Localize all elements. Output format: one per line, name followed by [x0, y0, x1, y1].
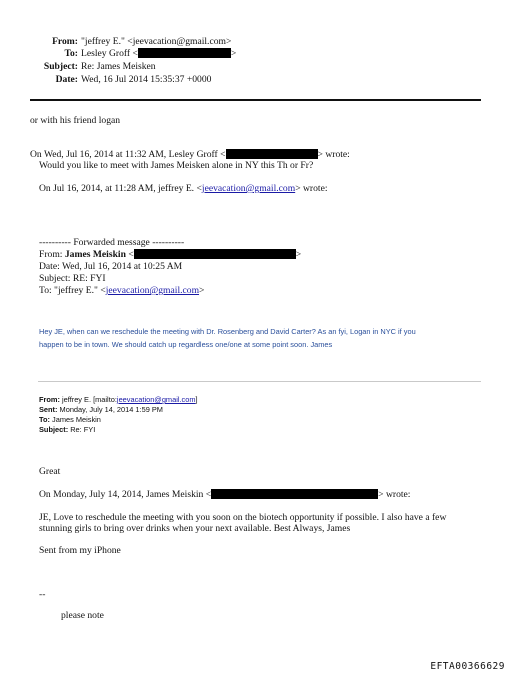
outlook-from-email-link[interactable]: jeevacation@gmail.com [116, 395, 196, 404]
fwd-from [39, 249, 301, 260]
great-line: Great [39, 466, 61, 477]
quote1-header [30, 149, 350, 160]
outlook-from-close: ] [195, 395, 198, 404]
quote2-tail: > wrote: [295, 183, 328, 194]
fwd-from-name: James Meiskin [64, 249, 126, 260]
fwd-date: Date: Wed, Jul 16, 2014 at 10:25 AM [39, 261, 183, 272]
quote1-text: Would you like to meet with James Meisken alone in NY this Th or Fr? [39, 160, 314, 171]
header-date-value: Wed, 16 Jul 2014 15:35:37 +0000 [81, 74, 212, 85]
fwd-from-close: > [295, 249, 302, 260]
quote3-head: On Monday, July 14, 2014, James Meiskin < [39, 489, 212, 500]
outlook-from-label: From: [39, 395, 60, 404]
redaction-bar [134, 249, 296, 259]
quote2-head: On Jul 16, 2014, at 11:28 AM, jeffrey E. < [39, 183, 202, 194]
please-note: please note [61, 610, 104, 621]
bates-stamp: EFTA00366629 [430, 661, 505, 672]
fwd-to-email-link[interactable]: jeevacation@gmail.com [105, 285, 200, 296]
quote3-header [39, 489, 410, 500]
reply-line: or with his friend logan [30, 115, 121, 126]
header-from [0, 36, 231, 47]
header-to-value: Lesley Groff < [81, 48, 138, 59]
outlook-sent [39, 405, 163, 414]
outlook-subject-label: Subject: [39, 425, 69, 434]
header-to-label: To: [64, 48, 78, 59]
header-subject-label: Subject: [43, 61, 78, 72]
header-date [0, 74, 211, 85]
header-divider [30, 99, 481, 101]
outlook-subject [39, 425, 95, 434]
blue-line-2: happen to be in town. We should catch up regardless one/one at some point soon. James [39, 340, 333, 349]
fwd-subject: Subject: RE: FYI [39, 273, 106, 284]
fwd-to-head: To: "jeffrey E." < [39, 285, 106, 296]
quote3-tail: > wrote: [378, 489, 411, 500]
outlook-to-value: James Meiskin [52, 415, 101, 424]
fwd-from-open: < [128, 249, 134, 260]
signature-dash: -- [39, 589, 46, 600]
header-date-label: Date: [55, 74, 78, 85]
outlook-sent-label: Sent: [39, 405, 58, 414]
outlook-subject-value: Re: FYI [70, 425, 96, 434]
outlook-divider [38, 381, 481, 382]
quote2-header [39, 183, 328, 194]
fwd-to [39, 285, 204, 296]
fwd-title: ---------- Forwarded message ---------- [39, 237, 185, 248]
quote1-head: On Wed, Jul 16, 2014 at 11:32 AM, Lesley Groff < [30, 149, 226, 160]
fwd-from-label: From: [39, 249, 63, 260]
redaction-bar [211, 489, 378, 499]
quote2-email-link[interactable]: jeevacation@gmail.com [201, 183, 296, 194]
header-to [0, 48, 236, 59]
redaction-bar [226, 149, 318, 159]
header-to-end: > [230, 48, 237, 59]
para-line-2: stunning girls to bring over drinks when your next available. Best Always, James [39, 523, 351, 534]
header-from-value: "jeffrey E." <jeevacation@gmail.com> [81, 36, 232, 47]
redaction-bar [138, 48, 231, 58]
outlook-sent-value: Monday, July 14, 2014 1:59 PM [59, 405, 163, 414]
quote1-tail: > wrote: [317, 149, 350, 160]
para-line-1: JE, Love to reschedule the meeting with you soon on the biotech opportunity if possible. I also have a few [39, 512, 447, 523]
outlook-from-value: jeffrey E. [mailto: [62, 395, 117, 404]
sent-from-line: Sent from my iPhone [39, 545, 121, 556]
fwd-to-tail: > [199, 285, 205, 296]
blue-line-1: Hey JE, when can we reschedule the meeting with Dr. Rosenberg and David Carter? As an fyi, Logan in NYC if you [39, 327, 416, 336]
header-subject-value: Re: James Meisken [81, 61, 156, 72]
outlook-to-label: To: [39, 415, 50, 424]
header-from-label: From: [52, 36, 78, 47]
header-subject [0, 61, 156, 72]
outlook-from [39, 395, 198, 404]
outlook-to [39, 415, 101, 424]
